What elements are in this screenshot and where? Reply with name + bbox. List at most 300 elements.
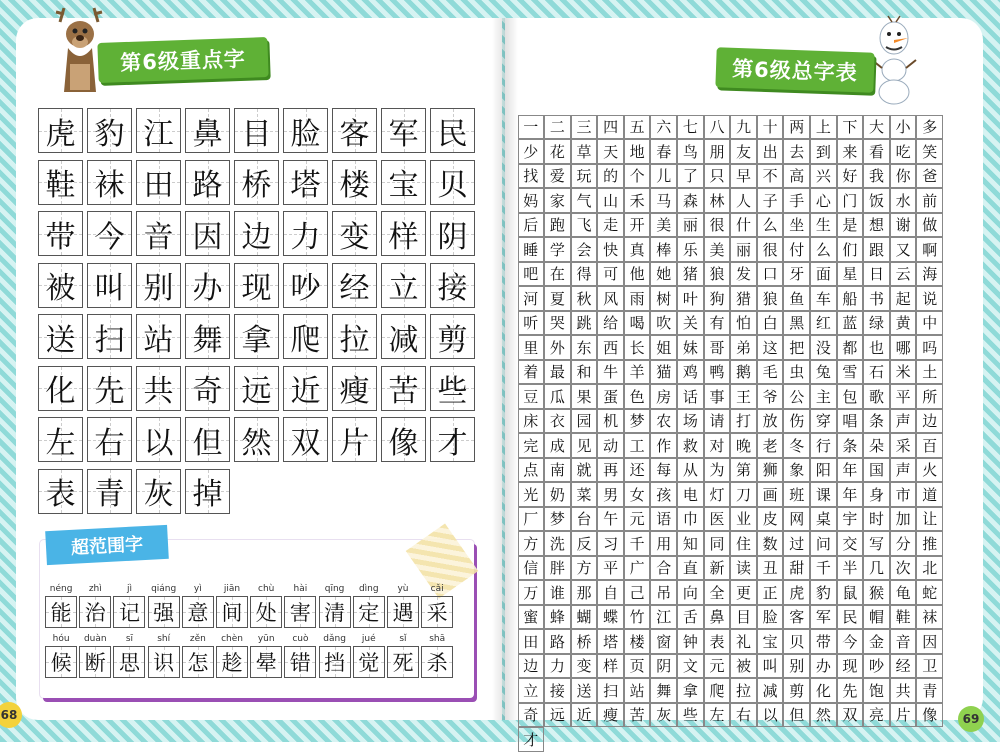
total-char-cell: 树 <box>650 286 677 311</box>
total-char-cell: 真 <box>624 237 651 262</box>
total-char-cell: 夏 <box>544 286 571 311</box>
total-char-cell: 课 <box>810 482 837 507</box>
total-char-cell: 到 <box>810 139 837 164</box>
total-char-cell: 包 <box>837 384 864 409</box>
total-char-cell: 有 <box>704 311 731 336</box>
total-char-cell: 吗 <box>916 335 943 360</box>
total-char-cell: 蛋 <box>597 384 624 409</box>
total-char-cell: 快 <box>597 237 624 262</box>
key-char: 变 <box>339 219 370 255</box>
total-char-cell: 左 <box>704 703 731 728</box>
super-char: 错 <box>289 651 311 675</box>
pinyin-label: jì <box>126 584 132 594</box>
total-char-cell: 窗 <box>650 629 677 654</box>
total-char-cell: 这 <box>757 335 784 360</box>
total-char-cell: 孩 <box>650 482 677 507</box>
total-char-cell: 谁 <box>544 580 571 605</box>
total-char-cell: 音 <box>890 629 917 654</box>
total-char-cell: 外 <box>544 335 571 360</box>
total-char-cell: 门 <box>837 188 864 213</box>
total-char-cell: 奶 <box>544 482 571 507</box>
total-char-cell: 瓜 <box>544 384 571 409</box>
super-char-item <box>283 633 317 678</box>
key-char-cell <box>136 314 181 359</box>
super-char-cell <box>284 596 316 628</box>
key-char-cell <box>87 417 132 462</box>
total-char-cell: 皮 <box>757 507 784 532</box>
pinyin-label: yù <box>397 584 409 594</box>
super-char-item <box>78 583 112 628</box>
key-char-cell <box>430 211 475 256</box>
total-char-cell: 农 <box>650 409 677 434</box>
total-char-cell: 日 <box>863 262 890 287</box>
total-char-cell: 风 <box>597 286 624 311</box>
super-char: 采 <box>426 601 448 625</box>
key-char: 先 <box>94 374 125 409</box>
total-char-cell: 宝 <box>757 629 784 654</box>
total-char-cell: 石 <box>863 360 890 385</box>
key-char: 舞 <box>192 322 223 358</box>
total-char-cell: 脸 <box>757 605 784 630</box>
key-char-cell <box>234 108 279 153</box>
total-char-cell: 己 <box>624 580 651 605</box>
total-char-cell: 米 <box>890 360 917 385</box>
total-char-cell: 中 <box>916 311 943 336</box>
total-char-cell: 向 <box>677 580 704 605</box>
pinyin-label: jué <box>361 634 376 644</box>
total-char-cell: 鸟 <box>677 139 704 164</box>
total-char-cell: 接 <box>544 678 571 703</box>
total-char-cell: 同 <box>704 531 731 556</box>
key-char: 塔 <box>290 168 321 203</box>
key-char-cell <box>283 314 328 359</box>
total-char-cell: 蜂 <box>544 605 571 630</box>
total-char-cell: 那 <box>571 580 598 605</box>
total-char-cell: 万 <box>518 580 545 605</box>
super-char-cell <box>182 646 214 678</box>
key-char-cell <box>87 263 132 308</box>
total-char-cell: 叶 <box>677 286 704 311</box>
total-char-cell: 少 <box>518 139 545 164</box>
total-char-cell: 歌 <box>863 384 890 409</box>
total-char-cell: 着 <box>518 360 545 385</box>
total-char-cell: 边 <box>518 654 545 679</box>
total-char-cell: 找 <box>518 164 545 189</box>
total-char-cell: 气 <box>571 188 598 213</box>
pinyin-label: zhì <box>88 584 102 594</box>
total-char-cell: 里 <box>518 335 545 360</box>
key-char-cell <box>38 417 83 462</box>
total-char-cell: 星 <box>837 262 864 287</box>
page-number-left: 68 <box>0 702 22 728</box>
total-char-cell: 蛇 <box>916 580 943 605</box>
total-char-cell: 生 <box>810 213 837 238</box>
super-char-item <box>318 633 352 678</box>
super-char-cell <box>216 646 248 678</box>
super-char-item <box>181 583 215 628</box>
total-char-cell: 问 <box>810 531 837 556</box>
total-char-cell: 像 <box>916 703 943 728</box>
key-char: 近 <box>290 374 321 409</box>
total-char-cell: 马 <box>650 188 677 213</box>
pinyin-label: yì <box>193 584 202 594</box>
total-char-cell: 来 <box>837 139 864 164</box>
total-char-cell: 机 <box>597 409 624 434</box>
total-char-cell: 吃 <box>890 139 917 164</box>
super-char-cell <box>79 646 111 678</box>
super-char: 强 <box>153 601 175 625</box>
total-char-cell: 都 <box>837 335 864 360</box>
total-char-cell: 事 <box>704 384 731 409</box>
total-char-cell: 数 <box>757 531 784 556</box>
total-char-cell: 画 <box>757 482 784 507</box>
total-char-cell: 卫 <box>916 654 943 679</box>
super-range-row <box>44 633 454 678</box>
total-char-cell: 河 <box>518 286 545 311</box>
super-char: 挡 <box>324 651 346 675</box>
total-char-cell: 广 <box>624 556 651 581</box>
total-char-cell: 六 <box>650 115 677 140</box>
total-char-cell: 鞋 <box>890 605 917 630</box>
total-char-cell: 被 <box>730 654 757 679</box>
total-char-cell: 舌 <box>677 605 704 630</box>
total-char-cell: 先 <box>837 678 864 703</box>
total-char-cell: 作 <box>650 433 677 458</box>
key-char-cell <box>38 314 83 359</box>
key-char: 军 <box>388 116 419 152</box>
total-char-cell: 给 <box>597 311 624 336</box>
total-char-cell: 过 <box>783 531 810 556</box>
total-char-cell: 虫 <box>783 360 810 385</box>
key-char-cell <box>38 366 83 411</box>
key-chars-banner: 第6级重点字 <box>97 37 268 83</box>
total-char-cell: 奇 <box>518 703 545 728</box>
total-char-cell: 房 <box>650 384 677 409</box>
total-char-cell: 二 <box>544 115 571 140</box>
total-char-cell: 每 <box>650 458 677 483</box>
super-char: 定 <box>358 601 380 625</box>
super-char-item <box>318 583 352 628</box>
total-char-cell: 苦 <box>624 703 651 728</box>
super-char-item <box>386 633 420 678</box>
total-char-cell: 付 <box>783 237 810 262</box>
total-char-cell: 朵 <box>863 433 890 458</box>
total-char-cell: 五 <box>624 115 651 140</box>
super-char-cell <box>250 596 282 628</box>
pinyin-label: cǎi <box>430 584 444 594</box>
key-char: 经 <box>339 271 370 306</box>
key-char-cell <box>332 211 377 256</box>
key-char-cell <box>136 160 181 205</box>
key-char-cell <box>381 160 426 205</box>
total-char-cell: 么 <box>757 213 784 238</box>
total-char-cell: 江 <box>650 605 677 630</box>
key-char: 共 <box>143 374 174 409</box>
total-char-cell: 儿 <box>650 164 677 189</box>
super-char-item <box>386 583 420 628</box>
key-char: 片 <box>339 425 370 461</box>
total-char-cell: 南 <box>544 458 571 483</box>
key-char: 拉 <box>339 322 370 358</box>
total-char-cell: 看 <box>863 139 890 164</box>
total-char-cell: 然 <box>810 703 837 728</box>
total-char-cell: 十 <box>757 115 784 140</box>
key-char: 奇 <box>192 374 223 409</box>
total-chars-banner: 第6级总字表 <box>715 47 874 92</box>
total-char-cell: 是 <box>837 213 864 238</box>
super-char: 怎 <box>187 651 209 675</box>
total-char-cell: 后 <box>518 213 545 238</box>
pinyin-label: zěn <box>189 634 206 644</box>
total-char-cell: 自 <box>597 580 624 605</box>
total-char-cell: 用 <box>650 531 677 556</box>
key-char-cell <box>185 417 230 462</box>
total-char-cell: 禾 <box>624 188 651 213</box>
total-char-cell: 军 <box>810 605 837 630</box>
total-char-cell: 云 <box>890 262 917 287</box>
total-char-cell: 剪 <box>783 678 810 703</box>
total-char-cell: 礼 <box>730 629 757 654</box>
total-char-cell: 菜 <box>571 482 598 507</box>
total-char-cell: 爷 <box>757 384 784 409</box>
total-char-cell: 民 <box>837 605 864 630</box>
total-char-cell: 花 <box>544 139 571 164</box>
total-char-cell: 跟 <box>863 237 890 262</box>
super-char: 意 <box>187 601 209 625</box>
key-char: 青 <box>94 477 125 512</box>
total-char-cell: 饭 <box>863 188 890 213</box>
total-char-cell: 早 <box>730 164 757 189</box>
total-char-cell: 公 <box>783 384 810 409</box>
total-char-cell: 写 <box>863 531 890 556</box>
total-char-cell: 变 <box>571 654 598 679</box>
super-range-row <box>44 583 454 628</box>
total-char-cell: 个 <box>624 164 651 189</box>
total-char-cell: 新 <box>704 556 731 581</box>
super-char: 能 <box>50 601 72 625</box>
total-char-cell: 送 <box>571 678 598 703</box>
total-char-cell: 四 <box>597 115 624 140</box>
total-char-cell: 完 <box>518 433 545 458</box>
super-char-item <box>147 633 181 678</box>
super-char-item <box>420 583 454 628</box>
total-char-cell: 想 <box>863 213 890 238</box>
total-char-cell: 起 <box>890 286 917 311</box>
total-char-cell: 贝 <box>783 629 810 654</box>
total-char-cell: 舞 <box>650 678 677 703</box>
key-char-cell <box>430 263 475 308</box>
key-char-cell <box>283 417 328 462</box>
total-char-cell: 姐 <box>650 335 677 360</box>
total-char-cell: 文 <box>677 654 704 679</box>
key-char-cell <box>234 211 279 256</box>
total-char-cell: 化 <box>810 678 837 703</box>
total-char-cell: 了 <box>677 164 704 189</box>
total-char-cell: 打 <box>730 409 757 434</box>
key-char-cell <box>136 366 181 411</box>
total-char-cell: 青 <box>916 678 943 703</box>
super-char: 间 <box>221 601 243 625</box>
total-char-cell: 兔 <box>810 360 837 385</box>
total-char-cell: 狼 <box>704 262 731 287</box>
total-char-cell: 声 <box>890 458 917 483</box>
total-char-cell: 啊 <box>916 237 943 262</box>
key-char: 送 <box>45 322 76 358</box>
total-char-cell: 牛 <box>597 360 624 385</box>
total-char-cell: 直 <box>677 556 704 581</box>
key-chars-grid <box>38 108 479 520</box>
super-char-item <box>352 583 386 628</box>
total-char-cell: 走 <box>597 213 624 238</box>
total-char-cell: 果 <box>571 384 598 409</box>
total-char-cell: 谢 <box>890 213 917 238</box>
key-char-cell <box>283 366 328 411</box>
total-char-cell: 条 <box>837 433 864 458</box>
key-char-cell <box>234 160 279 205</box>
total-char-cell: 路 <box>544 629 571 654</box>
total-char-cell: 美 <box>704 237 731 262</box>
super-range-title: 超范围字 <box>45 525 169 565</box>
total-char-cell: 们 <box>837 237 864 262</box>
total-char-cell: 穿 <box>810 409 837 434</box>
total-char-cell: 住 <box>730 531 757 556</box>
total-char-cell: 动 <box>597 433 624 458</box>
key-char: 吵 <box>290 271 321 306</box>
pinyin-label: chù <box>258 584 275 594</box>
total-char-cell: 瘦 <box>597 703 624 728</box>
key-char: 贝 <box>437 168 468 203</box>
total-char-cell: 红 <box>810 311 837 336</box>
total-char-cell: 雪 <box>837 360 864 385</box>
total-char-cell: 只 <box>704 164 731 189</box>
key-char: 然 <box>241 425 272 461</box>
total-char-cell: 力 <box>544 654 571 679</box>
super-char-cell <box>45 646 77 678</box>
total-char-cell: 在 <box>544 262 571 287</box>
key-char: 拿 <box>241 322 272 358</box>
total-char-cell: 站 <box>624 678 651 703</box>
total-char-cell: 减 <box>757 678 784 703</box>
total-char-cell: 午 <box>597 507 624 532</box>
total-char-cell: 你 <box>890 164 917 189</box>
total-char-cell: 可 <box>597 262 624 287</box>
key-char-cell <box>234 314 279 359</box>
key-char-cell <box>234 366 279 411</box>
total-char-cell: 黄 <box>890 311 917 336</box>
total-char-cell: 市 <box>890 482 917 507</box>
total-char-cell: 书 <box>863 286 890 311</box>
key-char-cell <box>332 314 377 359</box>
total-char-cell: 猫 <box>650 360 677 385</box>
key-char: 宝 <box>388 168 419 203</box>
total-char-cell: 次 <box>890 556 917 581</box>
key-char-cell <box>87 108 132 153</box>
total-char-cell: 更 <box>730 580 757 605</box>
total-char-cell: 西 <box>597 335 624 360</box>
total-char-cell: 上 <box>810 115 837 140</box>
total-char-cell: 年 <box>837 458 864 483</box>
key-char: 远 <box>241 374 272 409</box>
key-char: 被 <box>45 271 76 306</box>
total-char-cell: 大 <box>863 115 890 140</box>
total-char-cell: 远 <box>544 703 571 728</box>
key-char-cell <box>332 160 377 205</box>
pinyin-label: dìng <box>358 584 379 594</box>
total-char-cell: 老 <box>757 433 784 458</box>
super-char-cell <box>319 646 351 678</box>
key-char-cell <box>381 211 426 256</box>
key-char-cell <box>185 314 230 359</box>
total-char-cell: 页 <box>624 654 651 679</box>
total-char-cell: 好 <box>837 164 864 189</box>
key-char-cell <box>38 263 83 308</box>
total-char-cell: 双 <box>837 703 864 728</box>
total-char-cell: 春 <box>650 139 677 164</box>
total-char-cell: 表 <box>704 629 731 654</box>
book-spine <box>492 18 518 720</box>
key-char: 目 <box>241 116 272 152</box>
key-char-cell <box>38 211 83 256</box>
pinyin-label: qiáng <box>151 584 177 594</box>
total-char-cell: 工 <box>624 433 651 458</box>
key-char: 扫 <box>94 322 125 358</box>
total-char-cell: 心 <box>810 188 837 213</box>
total-char-cell: 三 <box>571 115 598 140</box>
total-char-cell: 天 <box>597 139 624 164</box>
total-char-cell: 子 <box>757 188 784 213</box>
key-char: 田 <box>143 168 174 203</box>
total-char-cell: 成 <box>544 433 571 458</box>
total-char-cell: 高 <box>783 164 810 189</box>
total-char-cell: 话 <box>677 384 704 409</box>
total-char-cell: 元 <box>704 654 731 679</box>
key-char: 江 <box>143 116 174 152</box>
total-char-cell: 楼 <box>624 629 651 654</box>
total-char-cell: 丑 <box>757 556 784 581</box>
total-char-cell: 爸 <box>916 164 943 189</box>
total-char-cell: 业 <box>730 507 757 532</box>
total-char-cell: 很 <box>757 237 784 262</box>
total-char-cell: 今 <box>837 629 864 654</box>
total-char-cell: 放 <box>757 409 784 434</box>
total-char-cell: 加 <box>890 507 917 532</box>
total-char-cell: 因 <box>916 629 943 654</box>
super-char: 死 <box>392 651 414 675</box>
total-char-cell: 行 <box>810 433 837 458</box>
total-char-cell: 她 <box>650 262 677 287</box>
super-char-cell <box>148 596 180 628</box>
total-chars-table <box>518 115 944 752</box>
total-char-cell: 帽 <box>863 605 890 630</box>
key-char: 楼 <box>339 168 370 203</box>
total-char-cell: 甜 <box>783 556 810 581</box>
super-char: 觉 <box>358 651 380 675</box>
total-char-cell: 以 <box>757 703 784 728</box>
total-char-cell: 阳 <box>810 458 837 483</box>
total-char-cell: 就 <box>571 458 598 483</box>
key-char: 今 <box>94 219 125 255</box>
total-char-cell: 妈 <box>518 188 545 213</box>
total-char-cell: 草 <box>571 139 598 164</box>
total-char-cell: 吵 <box>863 654 890 679</box>
total-char-cell: 再 <box>597 458 624 483</box>
total-char-cell: 家 <box>544 188 571 213</box>
super-char: 思 <box>118 651 140 675</box>
key-char: 但 <box>192 425 223 461</box>
total-char-cell: 唱 <box>837 409 864 434</box>
key-char-cell <box>332 108 377 153</box>
total-char-cell: 九 <box>730 115 757 140</box>
